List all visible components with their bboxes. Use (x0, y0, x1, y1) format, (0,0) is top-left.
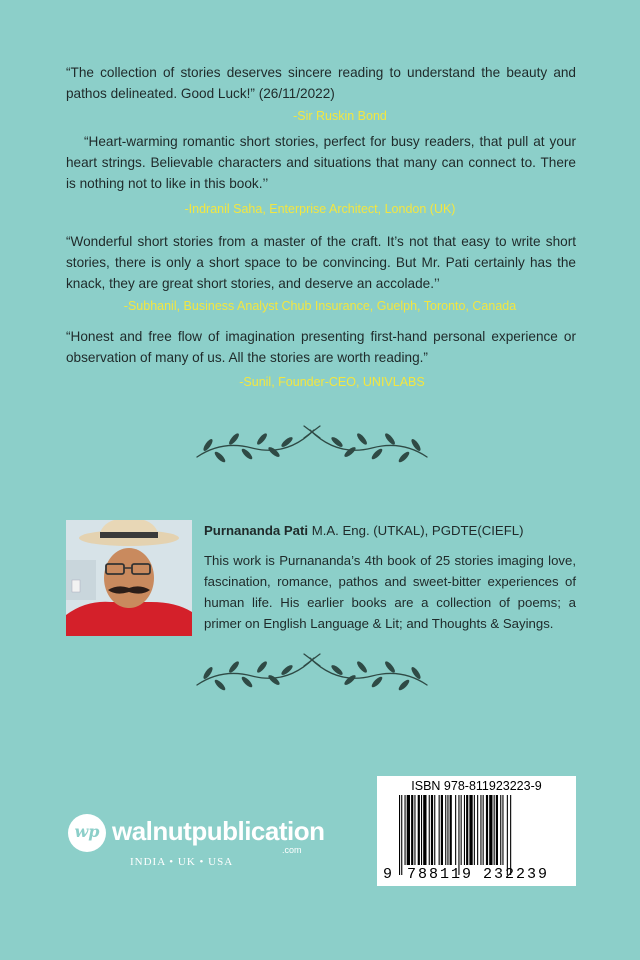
barcode-bar (464, 795, 465, 865)
logo-mark: wp (74, 822, 100, 841)
barcode-bar (434, 795, 435, 865)
barcode-bar (441, 795, 443, 865)
author-name: Purnananda Pati (204, 523, 309, 538)
barcode-bar (439, 795, 440, 865)
barcode-bar (458, 795, 459, 875)
barcode-bar (411, 795, 413, 865)
author-photo (66, 520, 192, 636)
publisher-regions: INDIA • UK • USA (130, 856, 234, 868)
barcode-bar (507, 795, 508, 875)
isbn-barcode (377, 776, 576, 886)
publisher-domain: .com (282, 845, 302, 855)
review-attribution-4: -Sunil, Founder-CEO, UNIVLABS (239, 375, 425, 389)
barcode-bar (489, 795, 492, 865)
barcode-bar (450, 795, 452, 865)
barcode-bar (469, 795, 472, 865)
barcode-bar (466, 795, 468, 865)
barcode-bar (421, 795, 422, 865)
barcode-bar (502, 795, 503, 865)
isbn-label: ISBN 978-811923223-9 (411, 779, 542, 793)
barcode-bar (486, 795, 488, 865)
barcode-bar (455, 795, 456, 865)
barcode-digits-right: 232239 (483, 866, 550, 883)
review-quote-3: “Wonderful short stories from a master of the craft. It’s not that easy to write short stories, there is only a short space to be convincing. But Mr. Pati certainly has the knack, they are great short stories, and deserve an accolade.’’ (66, 234, 576, 291)
barcode-digit-prefix: 9 (383, 866, 393, 883)
barcode-bar (407, 795, 410, 865)
review-attribution-2: -Indranil Saha, Enterprise Architect, London (UK) (184, 202, 456, 216)
barcode-bar (494, 795, 495, 865)
barcode-bar (405, 795, 406, 865)
publisher-name: walnutpublication (112, 816, 325, 846)
barcode-bar (429, 795, 430, 865)
barcode-bar (431, 795, 433, 865)
review-attribution-3: -Subhanil, Business Analyst Chub Insurance, Guelph, Toronto, Canada (123, 299, 517, 313)
barcode-bar (496, 795, 498, 865)
barcode-bar (399, 795, 400, 875)
barcode-bar (414, 795, 415, 865)
barcode-bar (483, 795, 484, 865)
barcode-bar (474, 795, 475, 865)
barcode-digits-left: 788119 (407, 866, 474, 883)
barcode-bar (423, 795, 426, 865)
floral-flourish-icon (192, 640, 432, 700)
barcode-bar (510, 795, 511, 875)
barcode-bar (447, 795, 448, 865)
barcode-bar (461, 795, 462, 865)
review-quote-1: “The collection of stories deserves sincere reading to understand the beauty and pathos delineated. Good Luck!” (26/11/2022) (66, 65, 576, 101)
author-bio-block (204, 520, 576, 634)
barcode-bar (418, 795, 420, 865)
author-bio: This work is Purnananda’s 4th book of 25 stories imaging love, fascination, romance, pathos and sweet-bitter experiences of human life. His earlier books are a collection of poems; a primer on English Language & Lit; and Thoughts & Sayings. (204, 553, 576, 631)
review-attribution-1: -Sir Ruskin Bond (293, 109, 387, 123)
author-credentials: M.A. Eng. (UTKAL), PGDTE(CIEFL) (308, 523, 524, 538)
floral-flourish-icon (192, 412, 432, 472)
barcode-bar (445, 795, 446, 865)
barcode-bar (401, 795, 402, 875)
review-quote-2: “Heart-warming romantic short stories, perfect for busy readers, that pull at your heart strings. Believable characters and situations that many can connect to. There is nothing not to like in this book.’’ (66, 134, 576, 191)
barcode-bar (480, 795, 481, 865)
review-quote-4: “Honest and free flow of imagination presenting first-hand personal experience or observation of many of us. All the stories are worth reading.” (66, 329, 576, 365)
barcode-bar (500, 795, 501, 865)
barcode-bar (477, 795, 478, 865)
